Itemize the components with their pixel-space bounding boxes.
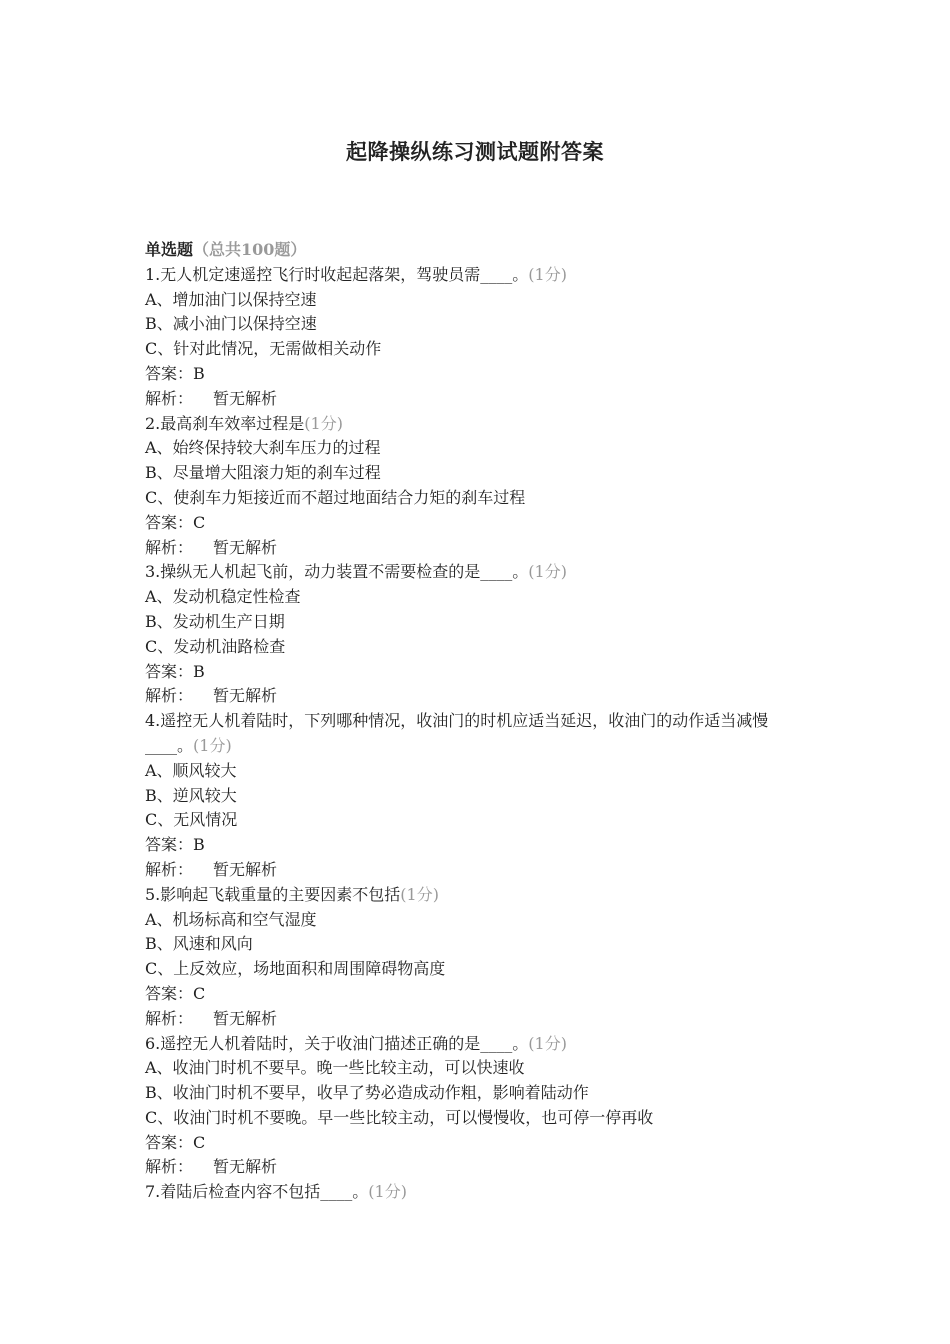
answer-label: 答案： [145,363,194,383]
answer-value: B [193,835,205,855]
analysis-line [145,387,805,412]
analysis-value: 暂无解析 [213,1008,278,1028]
analysis-label: 解析： [145,1157,194,1177]
option-a: A、收油门时机不要早。晚一些比较主动，可以快速收 [145,1058,525,1078]
answer-line [145,362,805,387]
option-a: A、增加油门以保持空速 [145,289,317,309]
option-b: B、逆风较大 [145,785,237,805]
answer-line [145,833,805,858]
question-number: 7. [145,1182,161,1202]
question-score: (1分) [304,413,343,433]
analysis-label: 解析： [145,537,194,557]
answer-value: C [193,983,206,1003]
option-a: A、机场标高和空气湿度 [145,909,317,929]
answer-line [145,660,805,685]
option-c: C、发动机油路检查 [145,636,286,656]
analysis-label: 解析： [145,859,194,879]
answer-line [145,982,805,1007]
answer-value: B [193,363,205,383]
section-heading [145,238,805,263]
question-stem [145,709,805,759]
question-text: 无人机定速遥控飞行时收起起落架，驾驶员需____。 [160,264,529,284]
answer-line [145,1131,805,1156]
question-text: 影响起飞载重量的主要因素不包括 [160,884,401,904]
analysis-label: 解析： [145,686,194,706]
option-b: B、发动机生产日期 [145,611,285,631]
answer-value: B [193,661,205,681]
question-number: 5. [145,884,161,904]
answer-label: 答案： [145,512,194,532]
section-label: 单选题 [145,240,194,259]
analysis-value: 暂无解析 [213,388,278,408]
analysis-value: 暂无解析 [213,537,278,557]
question-score: (1分) [193,735,232,755]
question-text: 着陆后检查内容不包括____。 [160,1182,369,1202]
analysis-line [145,1007,805,1032]
option-a: A、始终保持较大刹车压力的过程 [145,438,381,458]
question-number: 3. [145,562,161,582]
question-stem [145,1032,805,1057]
analysis-label: 解析： [145,388,194,408]
question-number: 4. [145,711,161,731]
option-b: B、风速和风向 [145,934,253,954]
question-number: 2. [145,413,161,433]
question-number: 1. [145,264,161,284]
question-stem [145,263,805,288]
option-b: B、收油门时机不要早，收早了势必造成动作粗，影响着陆动作 [145,1083,589,1103]
answer-value: C [193,512,206,532]
analysis-value: 暂无解析 [213,859,278,879]
answer-label: 答案： [145,1132,194,1152]
analysis-value: 暂无解析 [213,686,278,706]
answer-line [145,511,805,536]
option-c: C、使刹车力矩接近而不超过地面结合力矩的刹车过程 [145,487,526,507]
question-text: 操纵无人机起飞前，动力装置不需要检查的是____。 [160,562,529,582]
question-text: 遥控无人机着陆时，下列哪种情况，收油门的时机应适当延迟，收油门的动作适当减慢____。 [145,711,769,755]
answer-label: 答案： [145,661,194,681]
option-b: B、减小油门以保持空速 [145,314,317,334]
question-score: (1分) [368,1182,407,1202]
question-score: (1分) [528,264,567,284]
option-a: A、发动机稳定性检查 [145,587,301,607]
question-score: (1分) [400,884,439,904]
analysis-label: 解析： [145,1008,194,1028]
question-score: (1分) [528,562,567,582]
answer-label: 答案： [145,835,194,855]
answer-label: 答案： [145,983,194,1003]
option-c: C、针对此情况，无需做相关动作 [145,339,382,359]
analysis-line [145,684,805,709]
option-b: B、尽量增大阻滚力矩的刹车过程 [145,463,381,483]
question-stem [145,1180,805,1205]
question-text: 遥控无人机着陆时，关于收油门描述正确的是____。 [160,1033,529,1053]
question-stem [145,560,805,585]
answer-value: C [193,1132,206,1152]
analysis-line [145,536,805,561]
question-list [145,238,805,1205]
page-title: 起降操纵练习测试题附答案 [346,139,604,164]
option-c: C、无风情况 [145,810,238,830]
analysis-value: 暂无解析 [213,1157,278,1177]
section-count: （总共100题） [193,240,307,259]
analysis-line [145,1155,805,1180]
option-c: C、收油门时机不要晚。早一些比较主动，可以慢慢收，也可停一停再收 [145,1107,654,1127]
option-a: A、顺风较大 [145,760,237,780]
analysis-line [145,858,805,883]
question-stem [145,883,805,908]
question-score: (1分) [528,1033,567,1053]
question-stem [145,412,805,437]
question-text: 最高刹车效率过程是 [160,413,305,433]
option-c: C、上反效应，场地面积和周围障碍物高度 [145,959,446,979]
question-number: 6. [145,1033,161,1053]
